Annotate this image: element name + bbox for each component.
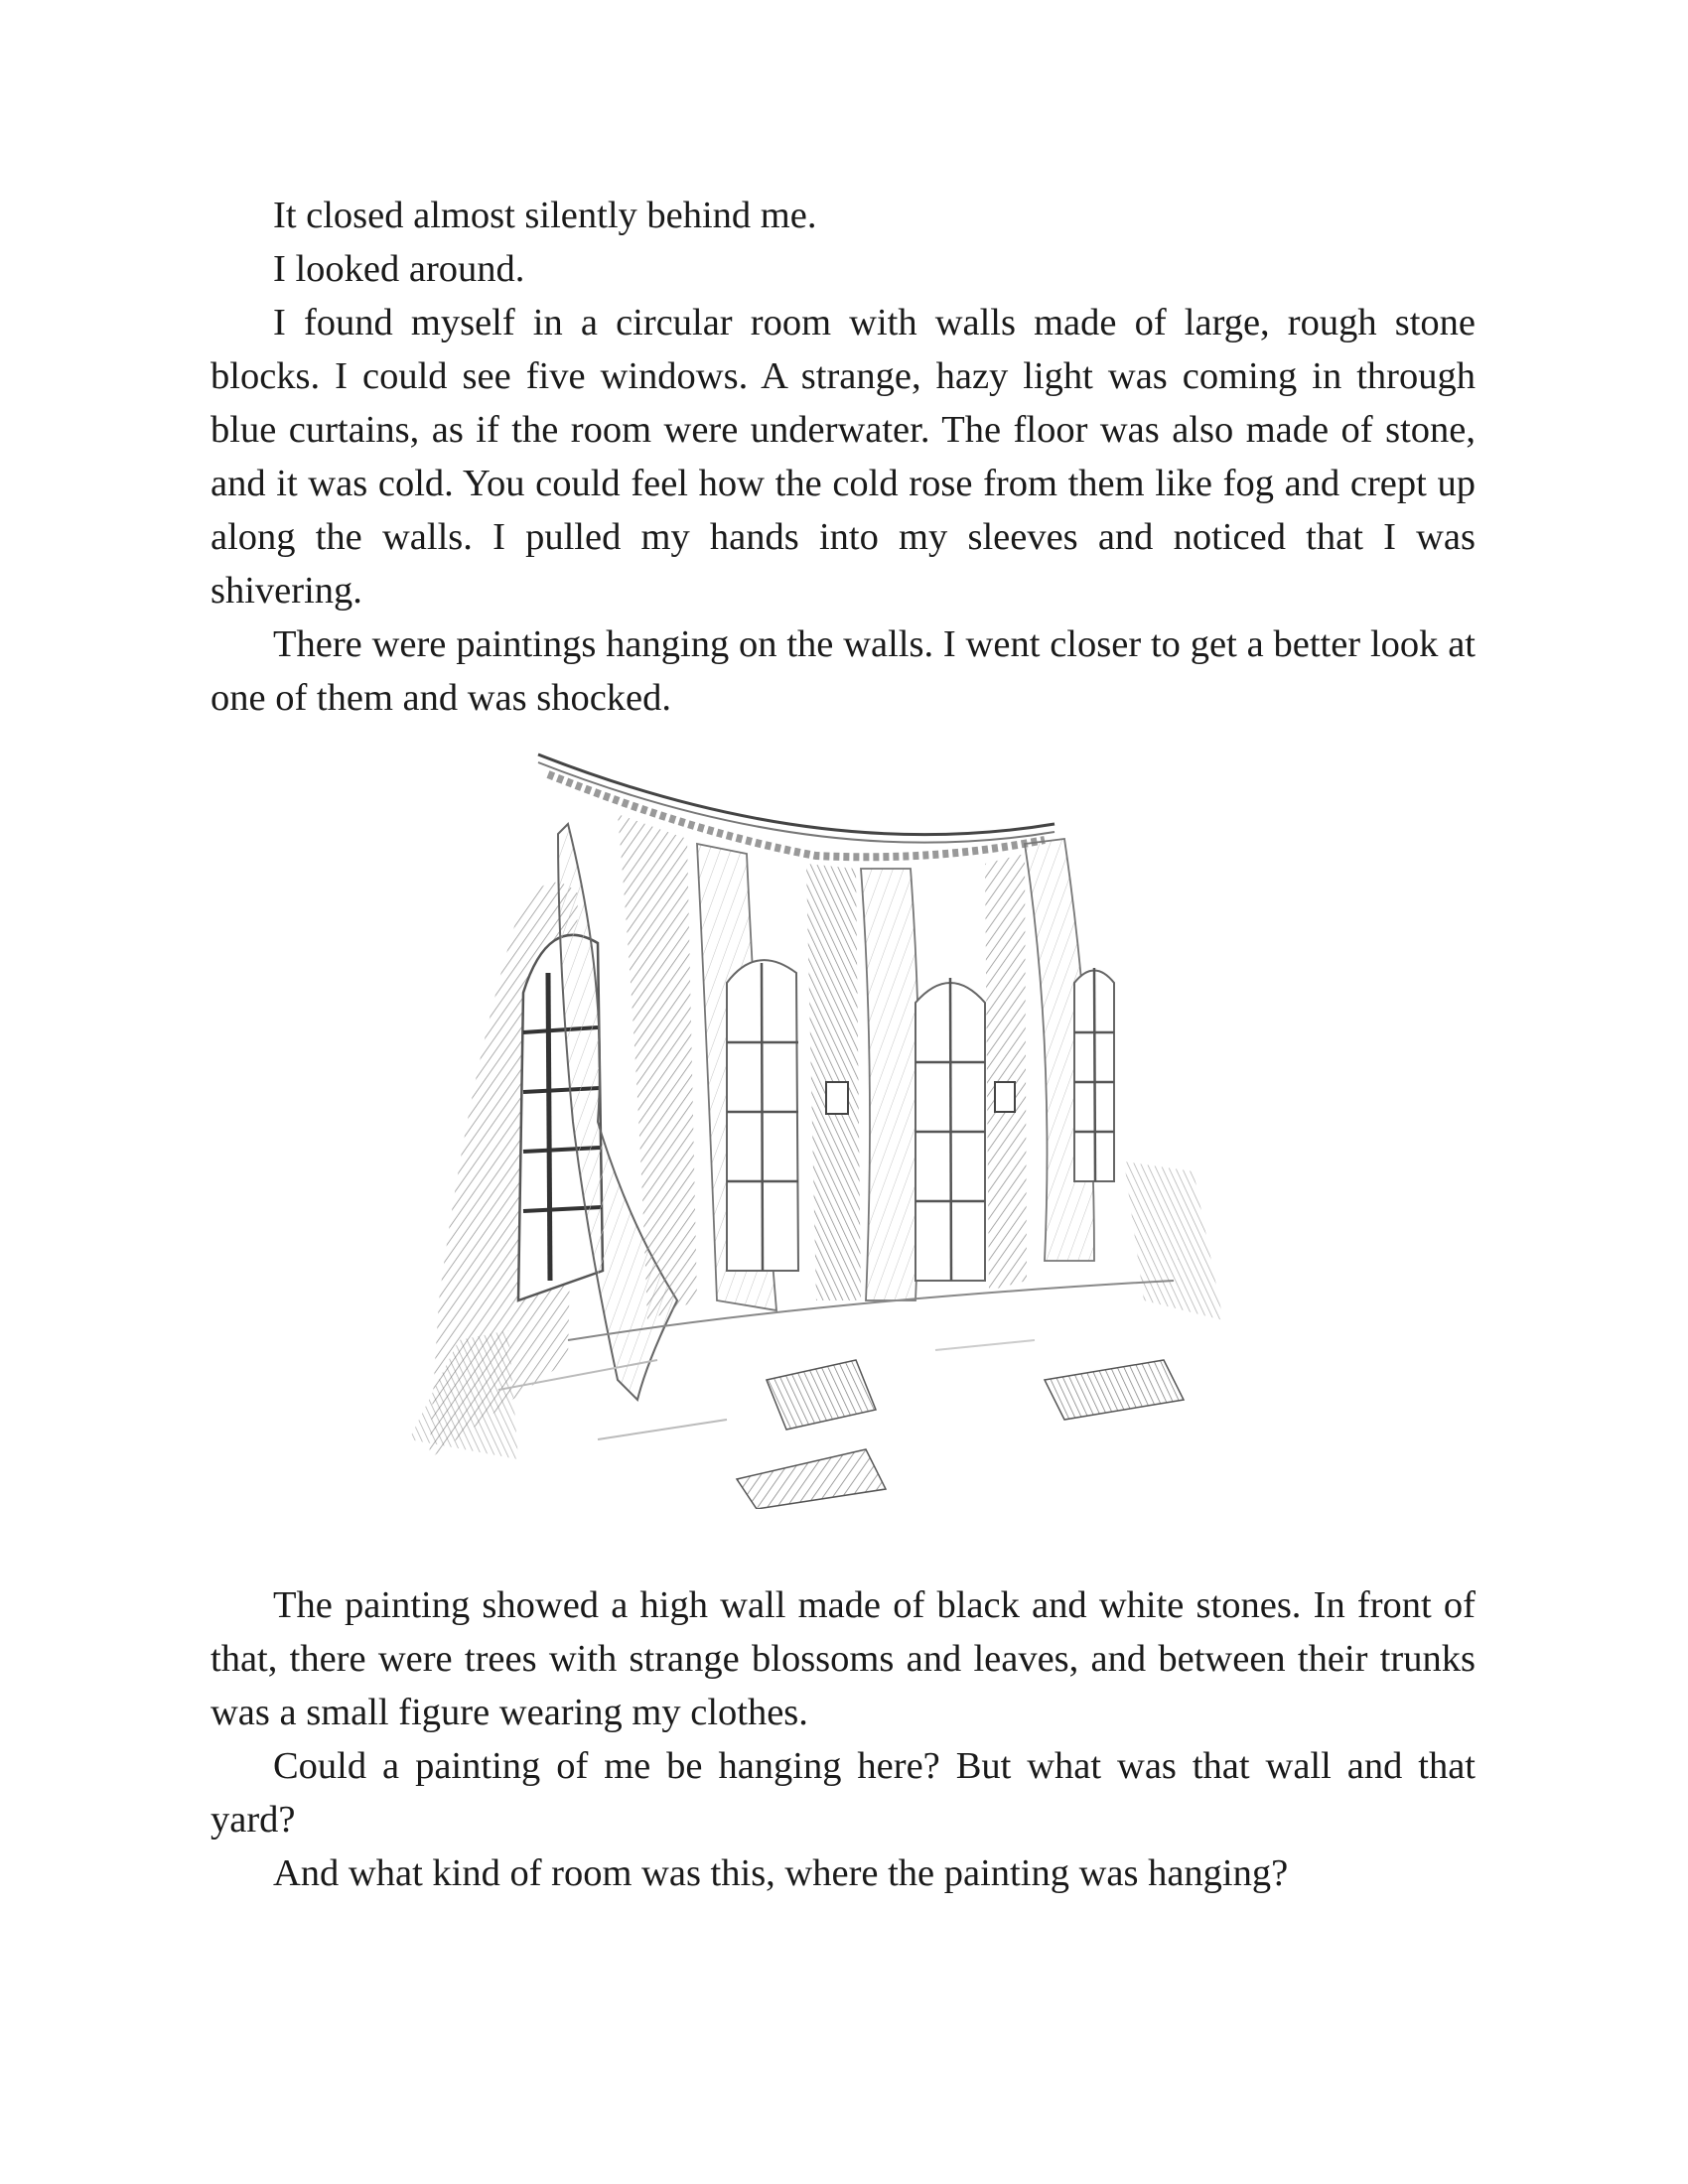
room-sketch-illustration: [211, 745, 1476, 1539]
paragraph-6: Could a painting of me be hanging here? But what was that wall and that yard?: [211, 1745, 1476, 1841]
book-page: [211, 189, 1476, 1900]
paragraph-5: The painting showed a high wall made of black and white stones. In front of that, there were trees with strange blossoms and leaves, and between their trunks was a small figure wearing my clothes.: [211, 1584, 1476, 1733]
paragraph-3: I found myself in a circular room with walls made of large, rough stone blocks. I could see five windows. A strange, hazy light was coming in through blue curtains, as if the room were underwater. The floor was also made of stone, and it was cold. You could feel how the cold rose from them like fog and crept up along the walls. I pulled my hands into my sleeves and noticed that I was shivering.: [211, 302, 1476, 612]
paragraph-1: It closed almost silently behind me.: [273, 195, 817, 236]
paragraph-2: I looked around.: [273, 248, 525, 290]
paragraph-4: There were paintings hanging on the walls. I went closer to get a better look at one of them and was shocked.: [211, 623, 1476, 719]
room-sketch: [399, 745, 1253, 1509]
paragraph-7: And what kind of room was this, where the painting was hanging?: [273, 1852, 1289, 1894]
